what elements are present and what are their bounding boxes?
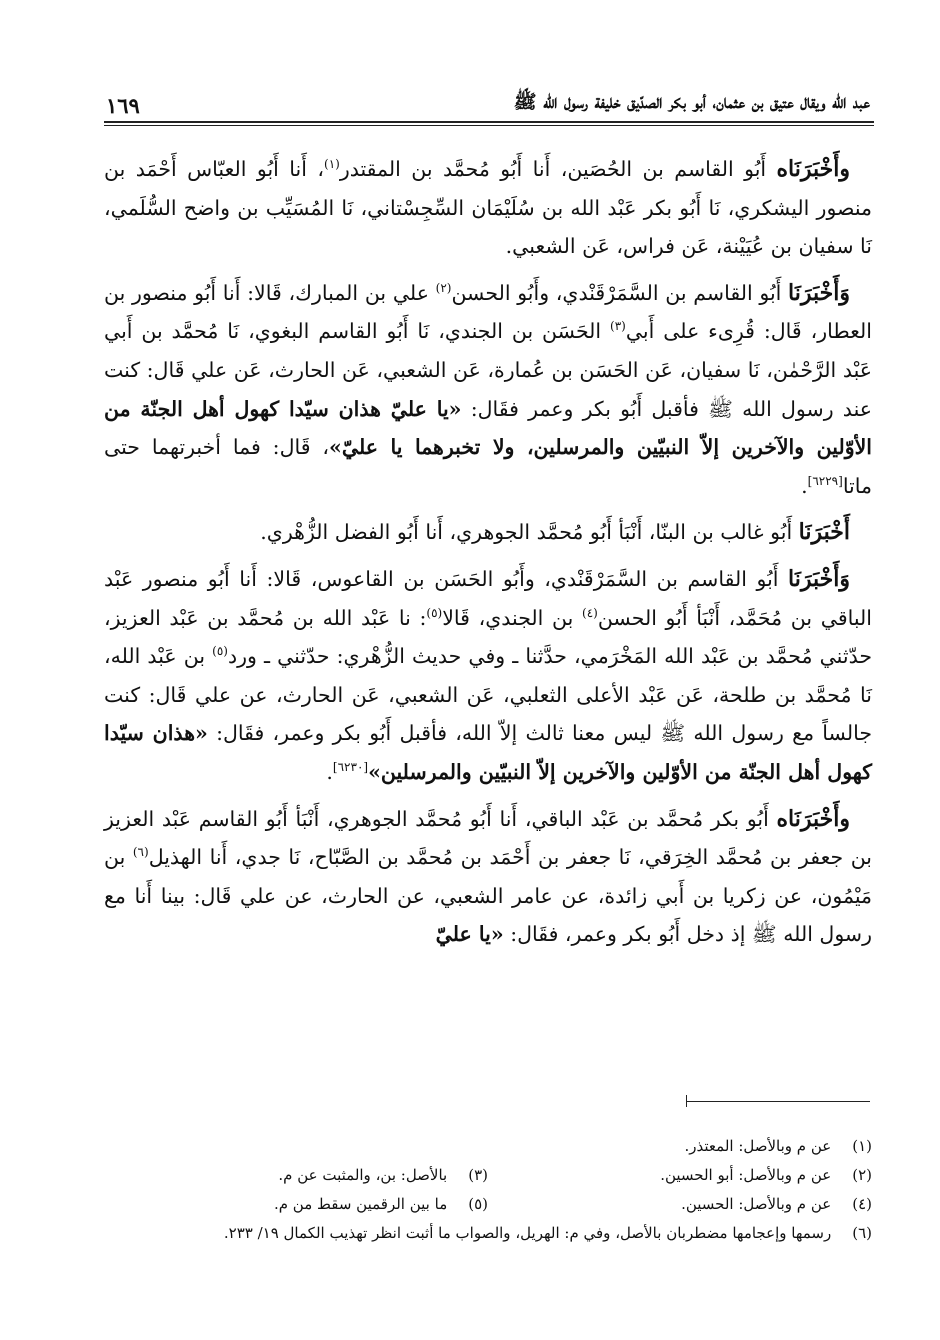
- page-number: ١٦٩: [106, 93, 140, 118]
- paragraph: [104, 513, 872, 552]
- footnote-ref: (٢): [435, 280, 452, 295]
- text-segment: بن عَبْد الله، نَا مُحمَّد بن طلحة، عَن عَبْد الأعلى الثعلبي، عَن الشعبي، عَن الحارث، عن علي قَال: كنت جالساً مع رسول الله ﷺ ليس معنا ثالث إلاّ الله، فأقبل أَبُو بكر وعمر، فقَال:: [104, 644, 872, 746]
- paragraph: [104, 560, 872, 792]
- paragraph-lead: وأَخْبَرَنَاه: [776, 156, 850, 182]
- footnote-ref: [٦٢٣٠]: [332, 760, 369, 775]
- header-rule: [104, 121, 874, 123]
- footnote-text: بالأصل: بن، والمثبت عن م.: [278, 1166, 452, 1184]
- footnote-ref: (١): [324, 157, 340, 172]
- footnote-row: [104, 1190, 872, 1219]
- footnotes: [104, 1132, 872, 1248]
- text-segment: ، قَال: فما أخبرتهما حتى ماتا: [104, 435, 872, 498]
- footnote-separator: [686, 1101, 870, 1102]
- text-segment: : نا عَبْد الله بن مُحمَّد بن عَبْد العزيز، حدّثني مُحمَّد بن عَبْد الله المَخْرَمي، حدَّثنا ـ وفي حديث الزُّهْري: حدّثني ـ ورد: [104, 605, 873, 669]
- text-segment: .: [801, 473, 808, 498]
- footnote: [104, 1190, 488, 1219]
- text-segment: ، أَنا أَبُو العبّاس أَحْمَد بن منصور اليشكري، نَا أَبُو بكر عَبْد الله بن سُلَيْمَان السِّجِسْتاني، نَا المُسَيِّب بن واضح السُّلَمي، نَا سفيان بن عُيَيْنة، عَن فراس، عَن الشعبي.: [104, 157, 872, 259]
- footnote-ref: (٣): [610, 319, 626, 334]
- text-segment: أَبُو القاسم بن السَّمَرْقَنْدي، وأَبُو الحسن: [451, 280, 789, 305]
- footnote-ref: (٦): [132, 845, 149, 860]
- text-segment: .: [326, 759, 333, 784]
- footnote-text: ما بين الرقمين سقط من م.: [273, 1195, 452, 1213]
- paragraph: [104, 150, 872, 266]
- text-segment: الحَسَن بن الجندي، نَا أَبُو القاسم البغوي، نَا مُحمَّد بن أَبي عَبْد الرَّحْمٰن، نَا سفيان، عَن الحَسَن بن عُمارة، عَن الشعبي، عَن الحارث، عَن علي قَال: كنت عند رسول الله ﷺ فأقبل أَبُو بكر وعمر فقَال:: [104, 319, 872, 421]
- text-segment: أَبُو القاسم بن السَّمَرْقَنْدي، وأَبُو الحَسَن بن القاعوس، قَالا: أَنا أَبُو منصور عَبْد الباقي بن مُحَمَّد، أَنْبَأ أَبُو الحسن: [104, 566, 872, 630]
- footnote-number: (٦): [852, 1224, 872, 1242]
- paragraph-lead: أَخْبَرَنَا: [798, 519, 850, 546]
- header-rule-thin: [104, 125, 874, 126]
- footnote-number: (٥): [468, 1195, 488, 1213]
- footnote: [104, 1219, 872, 1248]
- paragraph: [104, 274, 872, 506]
- text-segment: أَبُو بكر مُحمَّد بن عَبْد الباقي، أَنا أَبُو مُحمَّد الجوهري، أَنْبَأ أَبُو القاسم عَبْد العزيز بن جعفر بن مُحمَّد الخِرَقي، نَا جعفر بن أَحْمَد بن مُحمَّد بن الصَّبّاح، نَا جدي، أَنا الهذيل: [104, 806, 873, 870]
- footnote-number: (١): [852, 1137, 872, 1155]
- hadith-text: «يا عليّ هذان سيّدا كهول أهل الجنّة من الأوّلين والآخرين إلاّ النبيّين والمرسلين، ولا تخبرهما يا عليّ»: [104, 396, 872, 460]
- footnote-ref: (٤): [582, 605, 598, 620]
- text-segment: بن الجندي، قَالا: [442, 605, 582, 630]
- footnote-number: (٣): [468, 1166, 488, 1184]
- footnote-row: [104, 1132, 872, 1161]
- text-segment: أَبُو القاسم بن الحُصَين، أَنا أَبُو مُحمَّد بن المقتدر: [339, 157, 777, 181]
- footnote-number: (٤): [852, 1195, 872, 1213]
- paragraph-lead: وَأَخْبَرَنَا: [788, 279, 850, 306]
- text-segment: بن مَيْمُون، عن زكريا بن أَبي زائدة، عن عامر الشعبي، عن الحارث، عن علي قَال: بينا أَنا مع رسول الله ﷺ إذ دخل أَبُو بكر وعمر، فقَال:: [104, 845, 872, 947]
- header-title: عبد الله ويقال عتيق بن عثمان، أبو بكر الصدّيق خليفة رسول الله ﷺ: [513, 91, 870, 113]
- hadith-text: «يا عليّ: [435, 922, 504, 947]
- footnote-ref: (٥): [212, 644, 228, 659]
- footnote-ref: (٥): [426, 605, 443, 620]
- footnote-number: (٢): [852, 1166, 872, 1184]
- footnote-text: عن م وبالأصل: الحسين.: [681, 1195, 836, 1213]
- footnote-ref: [٦٢٢٩]: [807, 473, 843, 488]
- text-segment: علي بن المبارك، قَالا: أَنا أَبُو منصور بن العطار، قَال: قُرِىء على أَبي: [104, 280, 872, 344]
- footnote-row: [104, 1161, 872, 1190]
- paragraph: [104, 800, 872, 954]
- running-header: [106, 88, 870, 118]
- footnote-text: عن م وبالأصل: المعتذر.: [684, 1137, 836, 1155]
- hadith-text: «هذان سيّدا كهول أهل الجنّة من الأوّلين والآخرين إلاّ النبيّين والمرسلين»: [104, 721, 872, 784]
- footnote: [488, 1190, 872, 1219]
- paragraph-lead: وأَخْبَرَنَاه: [776, 805, 850, 832]
- footnote-text: عن م وبالأصل: أبو الحسين.: [660, 1166, 836, 1184]
- main-text: [104, 150, 872, 954]
- footnote: [104, 1161, 488, 1190]
- footnote-text: رسمها وإعجامها مضطربان بالأصل، وفي م: الهريل، والصواب ما أثبت انظر تهذيب الكمال ١٩/ ٢٣٣.: [223, 1224, 836, 1242]
- footnote: [488, 1161, 872, 1190]
- text-segment: أَبُو غالب بن البنّا، أَنْبَأ أَبُو مُحمَّد الجوهري، أَنا أَبُو الفضل الزُّهْري.: [260, 520, 799, 545]
- footnote: [488, 1132, 872, 1161]
- paragraph-lead: وَأَخْبَرَنَا: [788, 565, 850, 592]
